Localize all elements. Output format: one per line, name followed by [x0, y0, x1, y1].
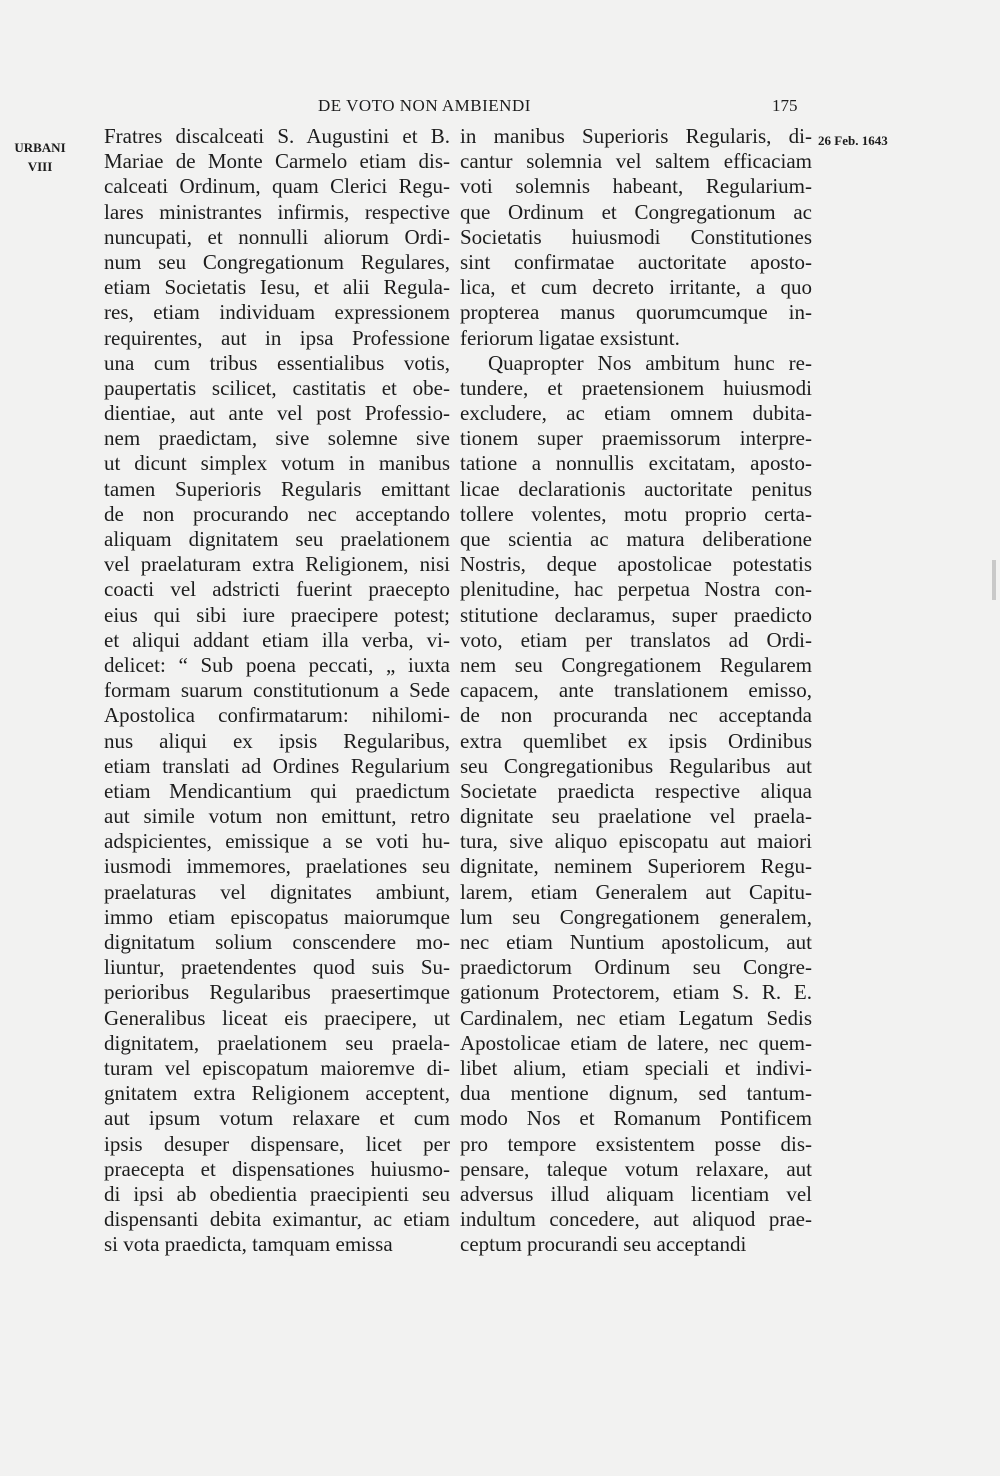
- text-line: licae declarationis auctoritate penitus: [460, 476, 812, 501]
- text-line: extra quemlibet ex ipsis Ordinibus: [460, 728, 812, 753]
- text-line: de non procurando nec acceptando: [104, 501, 450, 526]
- text-line: si vota praedicta, tamquam emissa: [104, 1232, 393, 1257]
- text-line: una cum tribus essentialibus votis,: [104, 350, 450, 375]
- margin-pope-number: VIII: [27, 159, 53, 174]
- text-line: libet alium, etiam speciali et indivi-: [460, 1055, 812, 1080]
- text-line: lica, et cum decreto irritante, a quo: [460, 275, 812, 300]
- text-line: coacti vel adstricti fuerint praecepto: [104, 577, 450, 602]
- text-line: num seu Congregationum Regulares,: [104, 249, 450, 274]
- text-line: voto, etiam per translatos ad Ordi-: [460, 627, 812, 652]
- text-line: tionem super praemissorum interpre-: [460, 426, 812, 451]
- text-line: liuntur, praetendentes quod suis Su-: [104, 955, 450, 980]
- text-line: eius qui sibi iure praecipere potest;: [104, 602, 450, 627]
- text-line: indultum concedere, aut aliquod prae-: [460, 1207, 812, 1232]
- text-line: ipsis desuper dispensare, licet per: [104, 1131, 450, 1156]
- text-line: delicet: “ Sub poena peccati, „ iuxta: [104, 652, 450, 677]
- running-head: DE VOTO NON AMBIENDI: [318, 96, 531, 115]
- text-line: lum seu Congregationem generalem,: [460, 904, 812, 929]
- text-line: larem, etiam Generalem aut Capitu-: [460, 879, 812, 904]
- text-line: ut dicunt simplex votum in manibus: [104, 451, 450, 476]
- text-line: etiam Mendicantium qui praedictum: [104, 778, 450, 803]
- text-line: cantur solemnia vel saltem efficaciam: [460, 149, 812, 174]
- text-line: Nostris, deque apostolicae potestatis: [460, 552, 812, 577]
- text-line: iusmodi immemores, praelationes seu: [104, 854, 450, 879]
- text-line: aut simile votum non emittunt, retro: [104, 804, 450, 829]
- text-line: praedictorum Ordinum seu Congre-: [460, 955, 812, 980]
- text-line: stitutione declaramus, super praedicto: [460, 602, 812, 627]
- text-line: dignitate, neminem Superiorem Regu-: [460, 854, 812, 879]
- text-line: perioribus Regularibus praesertimque: [104, 980, 450, 1005]
- text-line: praecepta et dispensationes huiusmo-: [104, 1156, 450, 1181]
- text-line: nem praedictam, sive solemne sive: [104, 426, 450, 451]
- text-line: propterea manus quorumcumque in-: [460, 300, 812, 325]
- text-line: adspicientes, emissique a se voti hu-: [104, 829, 450, 854]
- text-line: feriorum ligatae exsistunt.: [460, 325, 680, 350]
- text-line: dignitatem, praelationem seu praela-: [104, 1030, 450, 1055]
- text-line: voti solemnis habeant, Regularium-: [460, 174, 812, 199]
- text-line: Quapropter Nos ambitum hunc re-: [488, 350, 812, 375]
- text-line: etiam Societatis Iesu, et alii Regula-: [104, 275, 450, 300]
- text-line: capacem, ante translationem emisso,: [460, 678, 812, 703]
- text-line: vel praelaturam extra Religionem, nisi: [104, 552, 450, 577]
- page-number: 175: [772, 96, 798, 115]
- text-line: Societatis huiusmodi Constitutiones: [460, 224, 812, 249]
- text-line: requirentes, aut in ipsa Professione: [104, 325, 450, 350]
- text-line: nus aliqui ex ipsis Regularibus,: [104, 728, 450, 753]
- left-text-column: [104, 124, 450, 1257]
- text-line: et aliqui addant etiam illa verba, vi-: [104, 627, 450, 652]
- text-line: gationum Protectorem, etiam S. R. E.: [460, 980, 812, 1005]
- text-line: etiam translati ad Ordines Regularium: [104, 753, 450, 778]
- text-line: lares ministrantes infirmis, respective: [104, 199, 450, 224]
- text-line: Apostolica confirmatarum: nihilomi-: [104, 703, 450, 728]
- text-line: dientiae, aut ante vel post Professio-: [104, 401, 450, 426]
- text-line: pro tempore exsistentem posse dis-: [460, 1131, 812, 1156]
- text-line: tundere, et praetensionem huiusmodi: [460, 375, 812, 400]
- text-line: res, etiam individuam expressionem: [104, 300, 450, 325]
- text-line: excludere, ac etiam omnem dubita-: [460, 401, 812, 426]
- text-line: calceati Ordinum, quam Clerici Regu-: [104, 174, 450, 199]
- text-line: nec etiam Nuntium apostolicum, aut: [460, 930, 812, 954]
- text-line: Fratres discalceati S. Augustini et B.: [104, 124, 450, 148]
- text-line: immo etiam episcopatus maiorumque: [104, 904, 450, 929]
- right-margin-date: 26 Feb. 1643: [818, 133, 888, 148]
- text-line: dignitatum solium conscendere mo-: [104, 930, 450, 954]
- text-line: modo Nos et Romanum Pontificem: [460, 1106, 812, 1131]
- text-line: nuncupati, et nonnulli aliorum Ordi-: [104, 224, 450, 249]
- text-line: paupertatis scilicet, castitatis et obe-: [104, 375, 450, 400]
- text-line: tamen Superioris Regularis emittant: [104, 476, 450, 501]
- text-line: gnitatem extra Religionem acceptent,: [104, 1081, 450, 1106]
- text-line: di ipsi ab obedientia praecipienti seu: [104, 1181, 450, 1206]
- page-edge-shadow: [992, 560, 996, 600]
- text-line: nem seu Congregationem Regularem: [460, 652, 812, 677]
- text-line: pensare, taleque votum relaxare, aut: [460, 1156, 812, 1181]
- text-line: Cardinalem, nec etiam Legatum Sedis: [460, 1005, 812, 1030]
- text-line: aliquam dignitatem seu praelationem: [104, 527, 450, 551]
- text-line: que Ordinum et Congregationum ac: [460, 199, 812, 224]
- text-line: seu Congregationibus Regularibus aut: [460, 753, 812, 778]
- text-line: Societate praedicta respective aliqua: [460, 778, 812, 803]
- left-margin-note: [10, 138, 70, 176]
- margin-pope-name: URBANI: [14, 140, 66, 155]
- text-line: tatione a nonnullis excitatam, aposto-: [460, 451, 812, 476]
- text-line: tura, sive aliquo episcopatu aut maiori: [460, 829, 812, 854]
- text-line: adversus illud aliquam licentiam vel: [460, 1181, 812, 1206]
- text-line: Apostolicae etiam de latere, nec quem-: [460, 1030, 812, 1055]
- text-line: dispensanti debita eximantur, ac etiam: [104, 1207, 450, 1232]
- text-line: Mariae de Monte Carmelo etiam dis-: [104, 149, 450, 174]
- text-line: Generalibus liceat eis praecipere, ut: [104, 1005, 450, 1030]
- text-line: dua mentione dignum, sed tantum-: [460, 1081, 812, 1106]
- text-line: que scientia ac matura deliberatione: [460, 527, 812, 551]
- text-line: dignitate seu praelatione vel praela-: [460, 804, 812, 829]
- text-line: sint confirmatae auctoritate aposto-: [460, 249, 812, 274]
- right-text-column: [460, 124, 812, 1257]
- text-line: formam suarum constitutionum a Sede: [104, 678, 450, 703]
- text-line: ceptum procurandi seu acceptandi: [460, 1232, 747, 1257]
- text-line: de non procuranda nec acceptanda: [460, 703, 812, 728]
- text-line: plenitudine, hac perpetua Nostra con-: [460, 577, 812, 602]
- text-line: tollere volentes, motu proprio certa-: [460, 501, 812, 526]
- text-line: turam vel episcopatum maioremve di-: [104, 1055, 450, 1080]
- text-line: aut ipsum votum relaxare et cum: [104, 1106, 450, 1131]
- text-line: in manibus Superioris Regularis, di-: [460, 124, 812, 148]
- text-line: praelaturas vel dignitates ambiunt,: [104, 879, 450, 904]
